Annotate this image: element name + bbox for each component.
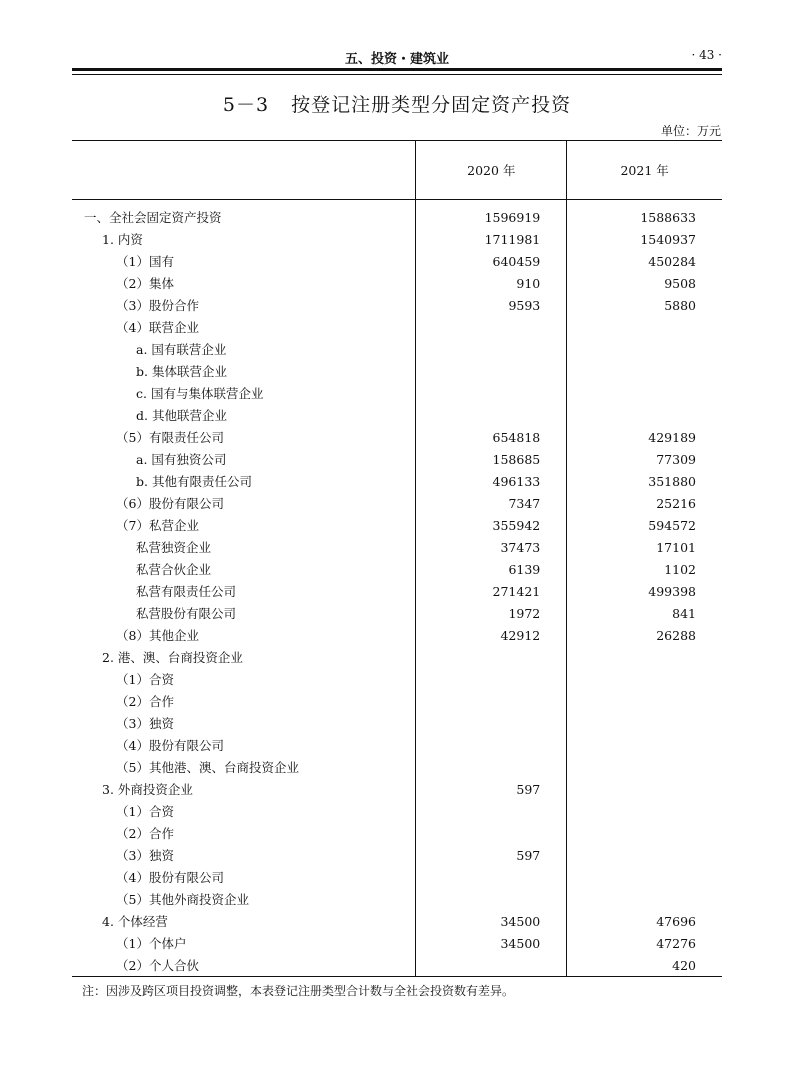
table-row (72, 712, 722, 734)
row-label: （2）合作 (116, 826, 174, 841)
row-label: （7）私营企业 (116, 518, 199, 533)
value-2021 (567, 734, 722, 756)
value-2020 (416, 360, 567, 382)
value-2020 (416, 646, 567, 668)
column-header-2021: 2021 年 (567, 141, 722, 200)
value-2020 (416, 954, 567, 977)
value-2020: 9593 (416, 294, 567, 316)
row-label: （1）合资 (116, 672, 174, 687)
value-2021: 499398 (567, 580, 722, 602)
value-2021: 594572 (567, 514, 722, 536)
row-label: （4）联营企业 (116, 320, 199, 335)
table-row (72, 778, 722, 800)
table-row (72, 492, 722, 514)
row-label: b. 其他有限责任公司 (136, 474, 252, 489)
value-2020: 1596919 (416, 200, 567, 229)
value-2020: 271421 (416, 580, 567, 602)
value-2020: 597 (416, 844, 567, 866)
table-row (72, 272, 722, 294)
row-label: 私营有限责任公司 (136, 584, 237, 599)
row-label: 一、全社会固定资产投资 (84, 210, 222, 225)
value-2021 (567, 844, 722, 866)
row-label: （4）股份有限公司 (116, 738, 224, 753)
header-rule-thick (72, 68, 722, 71)
table-row (72, 822, 722, 844)
table-row (72, 690, 722, 712)
row-label: （2）合作 (116, 694, 174, 709)
row-label: （6）股份有限公司 (116, 496, 224, 511)
value-2021: 420 (567, 954, 722, 977)
table-row (72, 602, 722, 624)
table-row (72, 448, 722, 470)
table-row (72, 294, 722, 316)
table-row (72, 954, 722, 977)
table-row (72, 360, 722, 382)
value-2020: 42912 (416, 624, 567, 646)
value-2020: 1711981 (416, 228, 567, 250)
table-row (72, 932, 722, 954)
table-row (72, 800, 722, 822)
value-2020: 496133 (416, 470, 567, 492)
row-label: 2. 港、澳、台商投资企业 (102, 650, 243, 665)
unit-label: 单位：万元 (660, 124, 721, 138)
running-head-section: 五、投资・建筑业 (344, 52, 449, 67)
value-2021: 77309 (567, 448, 722, 470)
table-row (72, 844, 722, 866)
row-label: 1. 内资 (102, 232, 143, 247)
value-2020: 597 (416, 778, 567, 800)
table-row (72, 646, 722, 668)
value-2021 (567, 888, 722, 910)
row-label: 3. 外商投资企业 (102, 782, 193, 797)
table-row (72, 734, 722, 756)
row-label: （8）其他企业 (116, 628, 199, 643)
table-row (72, 624, 722, 646)
table-row (72, 580, 722, 602)
table-row (72, 382, 722, 404)
table-row (72, 866, 722, 888)
value-2020 (416, 888, 567, 910)
value-2021: 1102 (567, 558, 722, 580)
value-2021 (567, 360, 722, 382)
table-title-text: 按登记注册类型分固定资产投资 (291, 94, 572, 116)
value-2020: 34500 (416, 932, 567, 954)
row-label: 私营股份有限公司 (136, 606, 237, 621)
row-label: 私营独资企业 (136, 540, 212, 555)
value-2021 (567, 382, 722, 404)
value-2020 (416, 866, 567, 888)
value-2021: 841 (567, 602, 722, 624)
value-2020 (416, 756, 567, 778)
value-2021 (567, 778, 722, 800)
table-row (72, 200, 722, 229)
table-row (72, 250, 722, 272)
value-2020 (416, 338, 567, 360)
value-2020: 6139 (416, 558, 567, 580)
row-label: a. 国有联营企业 (136, 342, 227, 357)
page-number: · 43 · (691, 48, 722, 62)
row-label: a. 国有独资公司 (136, 452, 227, 467)
row-label: （1）合资 (116, 804, 174, 819)
value-2020 (416, 690, 567, 712)
value-2021 (567, 866, 722, 888)
value-2020 (416, 382, 567, 404)
value-2020: 654818 (416, 426, 567, 448)
value-2020 (416, 822, 567, 844)
row-label: b. 集体联营企业 (136, 364, 227, 379)
value-2020: 34500 (416, 910, 567, 932)
table-row (72, 470, 722, 492)
row-label: d. 其他联营企业 (136, 408, 227, 423)
value-2020: 7347 (416, 492, 567, 514)
row-label: （1）个体户 (116, 936, 187, 951)
value-2021: 351880 (567, 470, 722, 492)
value-2021: 47696 (567, 910, 722, 932)
row-label: （3）独资 (116, 848, 174, 863)
row-label: （2）个人合伙 (72, 954, 416, 977)
value-2021 (567, 800, 722, 822)
value-2020 (416, 316, 567, 338)
value-2020 (416, 668, 567, 690)
value-2021 (567, 690, 722, 712)
value-2021 (567, 404, 722, 426)
value-2021 (567, 756, 722, 778)
value-2021 (567, 646, 722, 668)
row-label: （4）股份有限公司 (116, 870, 224, 885)
row-label: （5）有限责任公司 (116, 430, 224, 445)
row-label: 私营合伙企业 (136, 562, 212, 577)
value-2021 (567, 822, 722, 844)
table-row (72, 514, 722, 536)
value-2020 (416, 404, 567, 426)
value-2020: 158685 (416, 448, 567, 470)
value-2021: 26288 (567, 624, 722, 646)
row-label: （5）其他外商投资企业 (116, 892, 249, 907)
row-label: （1）国有 (116, 254, 174, 269)
value-2020: 640459 (416, 250, 567, 272)
value-2020: 355942 (416, 514, 567, 536)
row-label: 4. 个体经营 (102, 914, 168, 929)
table-row (72, 888, 722, 910)
table-row (72, 756, 722, 778)
table-row (72, 404, 722, 426)
value-2021: 1540937 (567, 228, 722, 250)
column-header-label (72, 141, 416, 200)
row-label: （3）独资 (116, 716, 174, 731)
row-label: （3）股份合作 (116, 298, 199, 313)
investment-table (72, 140, 722, 977)
table-row (72, 536, 722, 558)
value-2021 (567, 712, 722, 734)
value-2021 (567, 338, 722, 360)
value-2021 (567, 316, 722, 338)
header-rule-thin (72, 74, 722, 75)
table-row (72, 558, 722, 580)
row-label: （5）其他港、澳、台商投资企业 (116, 760, 299, 775)
table-body (72, 200, 722, 977)
value-2020 (416, 712, 567, 734)
table-header-row (72, 141, 722, 200)
table-row (72, 910, 722, 932)
table-row (72, 426, 722, 448)
value-2021: 17101 (567, 536, 722, 558)
value-2021: 429189 (567, 426, 722, 448)
table-row (72, 338, 722, 360)
value-2021: 9508 (567, 272, 722, 294)
footnote: 注：因涉及跨区项目投资调整，本表登记注册类型合计数与全社会投资数有差异。 (82, 984, 515, 998)
value-2021: 1588633 (567, 200, 722, 229)
value-2020: 1972 (416, 602, 567, 624)
value-2020 (416, 734, 567, 756)
table-row (72, 316, 722, 338)
value-2021: 5880 (567, 294, 722, 316)
table-row (72, 228, 722, 250)
value-2021: 450284 (567, 250, 722, 272)
table-number: 5－3 (222, 94, 270, 116)
running-head (72, 44, 722, 68)
table-row (72, 668, 722, 690)
value-2020 (416, 800, 567, 822)
value-2020: 910 (416, 272, 567, 294)
value-2021 (567, 668, 722, 690)
value-2021: 47276 (567, 932, 722, 954)
table-title (72, 90, 722, 117)
value-2020: 37473 (416, 536, 567, 558)
row-label: （2）集体 (116, 276, 174, 291)
column-header-2020: 2020 年 (416, 141, 567, 200)
row-label: c. 国有与集体联营企业 (136, 386, 264, 401)
value-2021: 25216 (567, 492, 722, 514)
